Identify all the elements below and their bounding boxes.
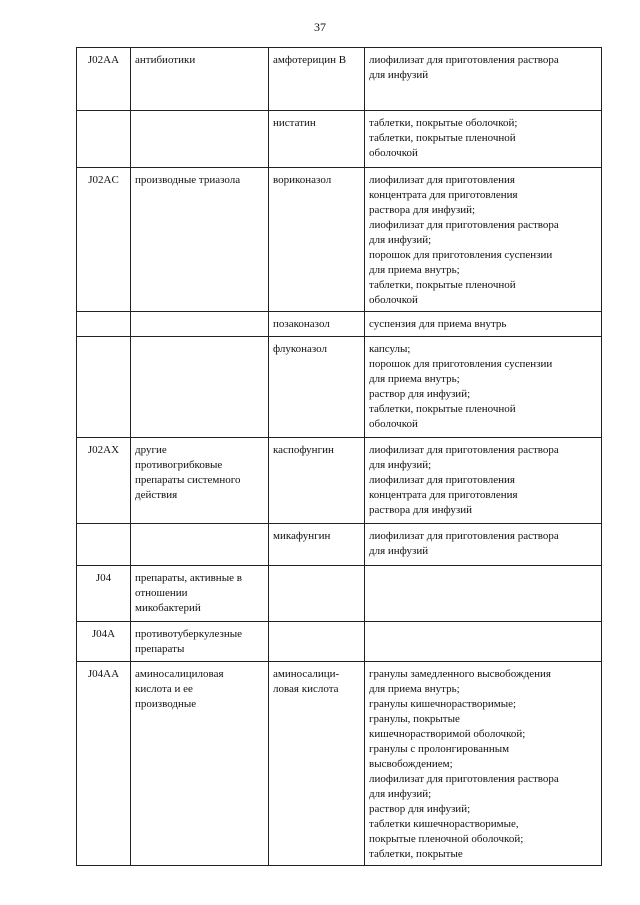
drug-name: флуконазол [269,337,365,438]
drug-name: вориконазол [269,168,365,312]
drug-name: позаконазол [269,312,365,337]
group-name [131,337,269,438]
drug-name: аминосалици- ловая кислота [269,662,365,866]
drug-name: микафунгин [269,524,365,566]
table-row [77,312,602,337]
atc-code: J04AA [77,662,131,866]
group-name: противотуберкулезные препараты [131,622,269,662]
dosage-forms: гранулы замедленного высвобождения для приема внутрь; гранулы кишечнорастворимые; гранулы, покрытые кишечнорастворимой оболочкой; гранулы с пролонгированным высвобождением; лиофилизат для приготовления раствора для инфузий; раствор для инфузий; таблетки кишечнорастворимые, покрытые пленочной оболочкой; таблетки, покрытые [365,662,602,866]
group-name: производные триазола [131,168,269,312]
table-row [77,337,602,438]
dosage-forms: суспензия для приема внутрь [365,312,602,337]
table-row [77,622,602,662]
drug-name: амфотерицин B [269,48,365,111]
atc-code [77,312,131,337]
drug-name: каспофунгин [269,438,365,524]
table-row [77,524,602,566]
table-row [77,438,602,524]
table-row [77,168,602,312]
dosage-forms [365,622,602,662]
dosage-forms: лиофилизат для приготовления раствора для инфузий [365,48,602,111]
drug-table [76,47,602,866]
dosage-forms [365,566,602,622]
table-row [77,566,602,622]
atc-code [77,111,131,168]
atc-code: J02AC [77,168,131,312]
table-row [77,48,602,111]
dosage-forms: лиофилизат для приготовления концентрата для приготовления раствора для инфузий; лиофилизат для приготовления раствора для инфузий; порошок для приготовления суспензии для приема внутрь; таблетки, покрытые пленочной оболочкой [365,168,602,312]
atc-code: J02AA [77,48,131,111]
group-name [131,312,269,337]
table-row [77,111,602,168]
atc-code: J04 [77,566,131,622]
group-name: антибиотики [131,48,269,111]
table-row [77,662,602,866]
page-number: 37 [314,20,326,34]
group-name [131,524,269,566]
drug-name [269,566,365,622]
dosage-forms: лиофилизат для приготовления раствора для инфузий [365,524,602,566]
group-name: другие противогрибковые препараты системного действия [131,438,269,524]
atc-code: J02AX [77,438,131,524]
group-name [131,111,269,168]
drug-name [269,622,365,662]
group-name: препараты, активные в отношении микобактерий [131,566,269,622]
drug-name: нистатин [269,111,365,168]
atc-code [77,337,131,438]
atc-code [77,524,131,566]
dosage-forms: капсулы; порошок для приготовления суспензии для приема внутрь; раствор для инфузий; таблетки, покрытые пленочной оболочкой [365,337,602,438]
dosage-forms: лиофилизат для приготовления раствора для инфузий; лиофилизат для приготовления концентрата для приготовления раствора для инфузий [365,438,602,524]
group-name: аминосалициловая кислота и ее производные [131,662,269,866]
atc-code: J04A [77,622,131,662]
dosage-forms: таблетки, покрытые оболочкой; таблетки, покрытые пленочной оболочкой [365,111,602,168]
